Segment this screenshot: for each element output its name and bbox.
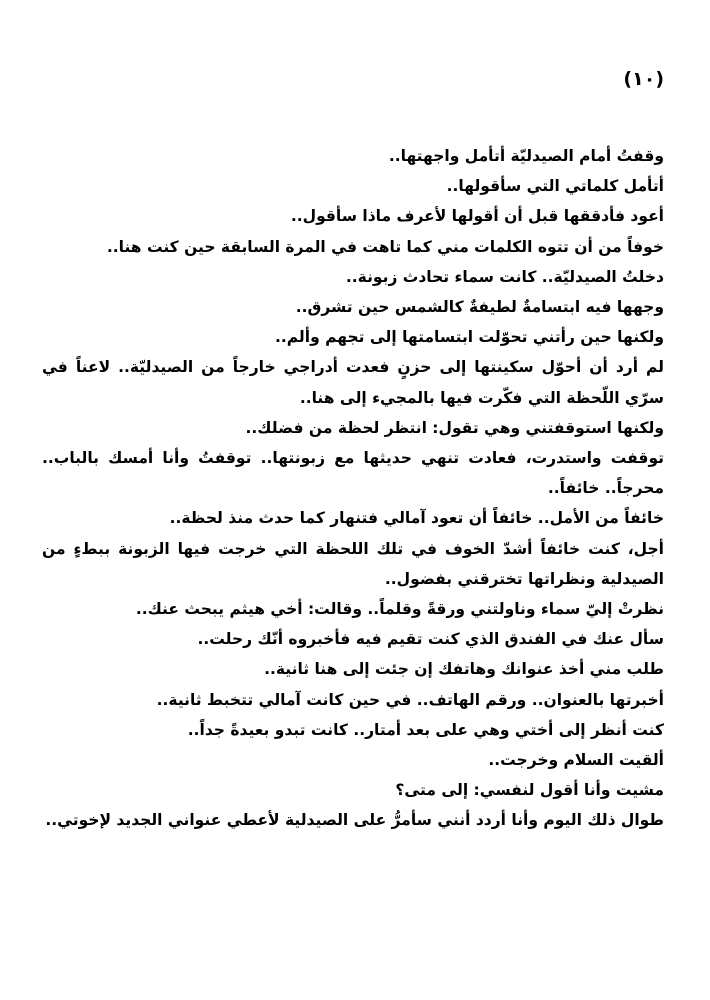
paragraph: خوفاً من أن تتوه الكلمات مني كما تاهت في المرة السابقة حين كنت هنا.. [106,237,664,256]
paragraph: أتأمل كلماتي التي سأقولها.. [446,177,664,196]
paragraph: مشيت وأنا أقول لنفسي: إلى متى؟ [395,781,664,800]
paragraph: طوال ذلك اليوم وأنا أردد أنني سأمرُّ على الصيدلية لأعطي عنواني الجديد لإخوتي.. [45,811,664,830]
paragraph: أجل، كنت خائفاً أشدّ الخوف في تلك اللحظة التي خرجت فيها الزبونة ببطءٍ من الصيدلية ونظراتها تخترقني بفضول.. [42,539,664,588]
paragraph: توقفت واستدرت، فعادت تنهي حديثها مع زبونتها.. توقفتُ وأنا أمسك بالباب.. محرجاً.. خائفاً.. [42,449,664,498]
paragraph: طلب مني أخذ عنوانك وهاتفك إن جئت إلى هنا ثانية.. [264,660,664,679]
paragraph: وقفتُ أمام الصيدليّة أتأمل واجهتها.. [388,147,664,165]
paragraph: سأل عنك في الفندق الذي كنت تقيم فيه فأخبروه أنّك رحلت.. [197,630,664,649]
paragraph: أعود فأدققها قبل أن أقولها لأعرف ماذا سأقول.. [290,207,664,226]
paragraph: كنت أنظر إلى أختي وهي على بعد أمتار.. كانت تبدو بعيدةً جداً.. [187,720,664,739]
chapter-number: (١٠) [623,68,664,90]
paragraph: وجهها فيه ابتسامةٌ لطيفةٌ كالشمس حين تشرق.. [295,298,664,317]
paragraph: نظرتْ إليّ سماء وناولتني ورقةً وقلماً.. وقالت: أخي هيثم يبحث عنك.. [135,600,664,619]
paragraph: ألقيت السلام وخرجت.. [488,751,664,770]
paragraph: خائفاً من الأمل.. خائفاً أن تعود آمالي فتنهار كما حدث منذ لحظة.. [169,509,664,528]
body-text [42,141,664,836]
paragraph: أخبرتها بالعنوان.. ورقم الهاتف.. في حين كانت آمالي تتخبط ثانية.. [156,690,664,709]
paragraph: ولكنها استوقفتني وهي تقول: انتظر لحظة من فضلك.. [245,418,664,437]
paragraph: دخلتُ الصيدليّة.. كانت سماء تحادث زبونة.. [345,267,664,286]
paragraph: لم أرد أن أحوّل سكينتها إلى حزنٍ فعدت أدراجي خارجاً من الصيدليّة.. لاعناً في سرّي اللّحظة التي فكّرت فيها بالمجيء إلى هنا.. [42,358,664,407]
paragraph: ولكنها حين رأتني تحوّلت ابتسامتها إلى تجهم وألم.. [275,328,664,347]
